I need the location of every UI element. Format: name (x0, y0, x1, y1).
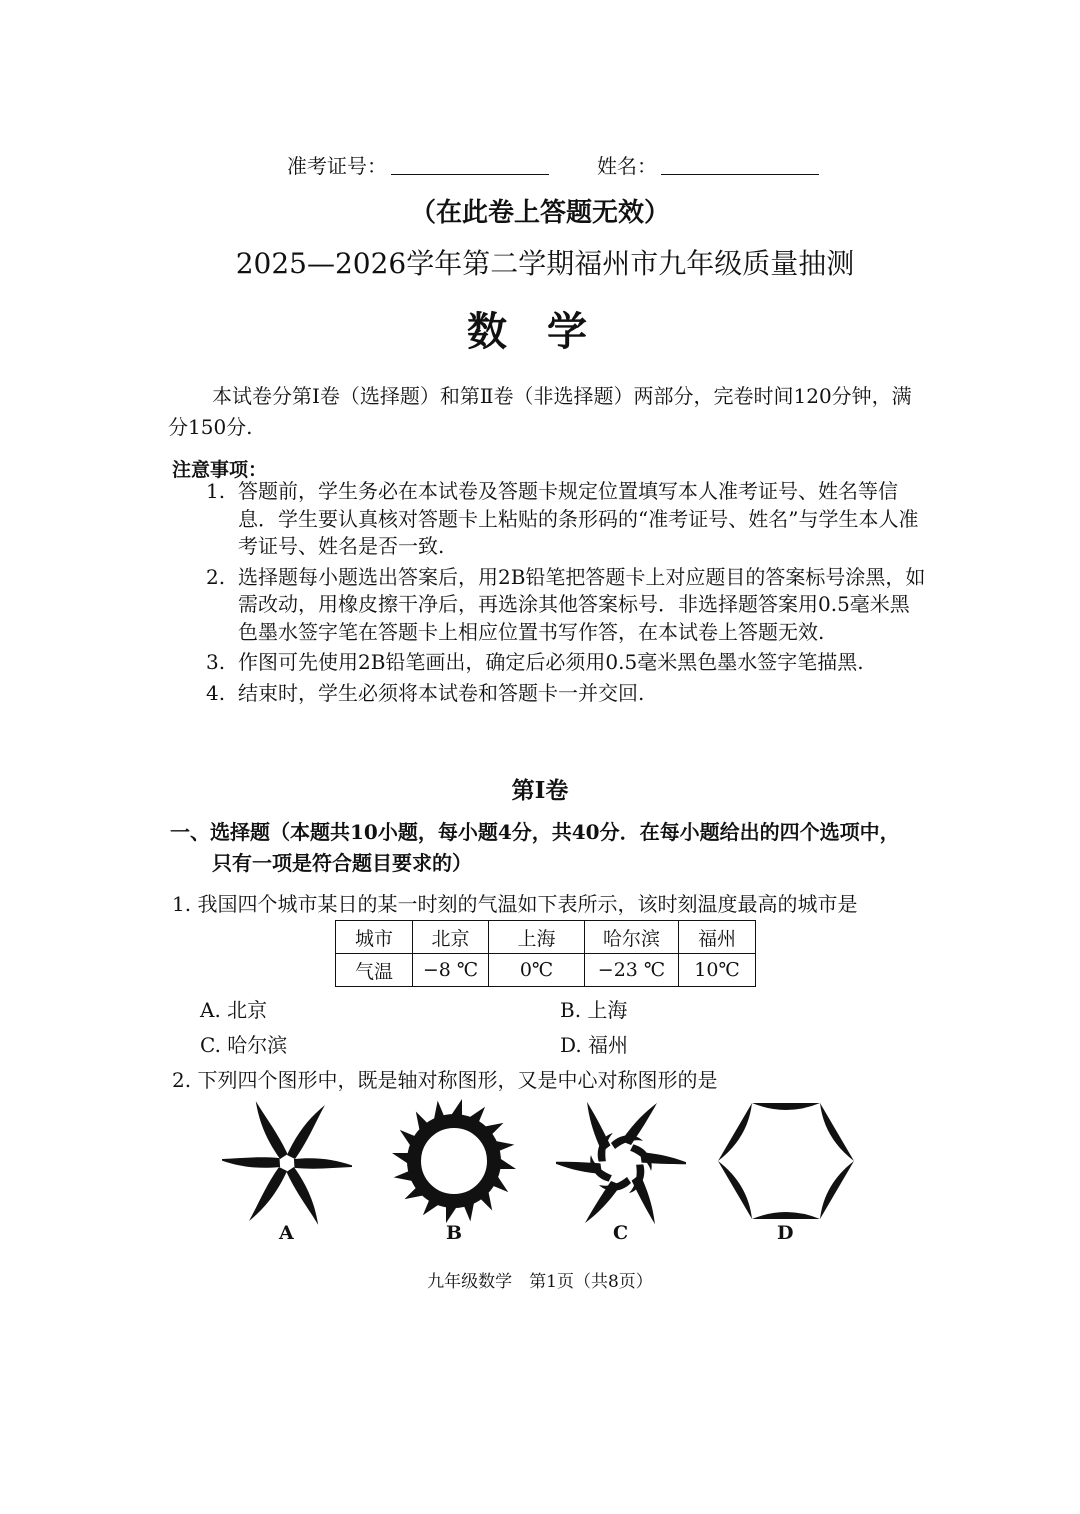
name-field (597, 150, 819, 179)
notes-title: 注意事项： (172, 459, 268, 481)
note-number: 1. (206, 479, 226, 503)
ring (414, 1121, 494, 1201)
table-row (336, 954, 756, 987)
invalid-note: （在此卷上答题无效） (409, 198, 670, 228)
table-cell: 哈尔滨 (585, 921, 679, 954)
tooth (450, 1099, 462, 1117)
name-blank (661, 160, 819, 175)
table-cell: 福州 (679, 921, 756, 954)
table-cell: −23 ℃ (585, 954, 679, 987)
table-cell: 上海 (489, 921, 585, 954)
name-label: 姓名： (597, 154, 657, 178)
table-cell: 10℃ (679, 954, 756, 987)
table-cell: 0℃ (489, 954, 585, 987)
intro-paragraph: 本试卷分第Ⅰ卷（选择题）和第Ⅱ卷（非选择题）两部分，完卷时间120分钟，满分150分. (168, 384, 912, 439)
exam-id-blank (391, 160, 549, 175)
section-heading-line2: 只有一项是符合题目要求的） (212, 851, 472, 875)
figure-a-pinwheel (222, 1098, 352, 1228)
notes-list (206, 478, 926, 707)
option-a[interactable]: A. 北京 (200, 998, 268, 1022)
note-item (206, 680, 926, 708)
note-number: 3. (206, 650, 226, 674)
table-cell: −8 ℃ (413, 954, 489, 987)
exam-title: 2025—2026学年第二学期福州市九年级质量抽测 (235, 247, 855, 280)
note-text: 选择题每小题选出答案后，用2B铅笔把答题卡上对应题目的答案标号涂黑，如需改动，用橡皮擦干净后，再选涂其他答案标号．非选择题答案用0.5毫米黑色墨水签字笔在答题卡上相应位置书写作答，在本试卷上答题无效. (238, 564, 926, 644)
section-heading (170, 817, 900, 879)
note-item (206, 478, 926, 561)
blade (287, 1105, 325, 1159)
note-text: 作图可先使用2B铅笔画出，确定后必须用0.5毫米黑色墨水签字笔描黑. (238, 650, 864, 674)
exam-id-field (287, 150, 549, 179)
part-title: 第Ⅰ卷 (511, 777, 569, 804)
option-b[interactable]: B. 上海 (560, 998, 628, 1022)
hexagon-shape (718, 1103, 854, 1219)
page-footer: 九年级数学 第1页（共8页） (427, 1272, 653, 1292)
table-cell: 北京 (413, 921, 489, 954)
table-cell: 气温 (336, 954, 413, 987)
figure-d-hexagon (716, 1096, 856, 1226)
note-text: 结束时，学生必须将本试卷和答题卡一并交回. (238, 680, 645, 705)
figure-label-a: A (279, 1222, 294, 1244)
figure-b-toothed-ring (389, 1096, 519, 1226)
figure-label-d: D (777, 1222, 794, 1244)
table-cell: 城市 (336, 921, 413, 954)
option-d[interactable]: D. 福州 (560, 1033, 629, 1057)
temperature-table (335, 920, 756, 987)
figure-c-pinwheel-ring (556, 1098, 686, 1228)
subject-title: 数学 (467, 308, 627, 355)
question-1-stem: 1. 我国四个城市某日的某一时刻的气温如下表所示，该时刻温度最高的城市是 (172, 892, 858, 916)
section-heading-line1: 一、选择题（本题共10小题，每小题4分，共40分．在每小题给出的四个选项中， (170, 820, 900, 844)
question-2-stem: 2. 下列四个图形中，既是轴对称图形，又是中心对称图形的是 (172, 1068, 718, 1092)
figure-label-c: C (613, 1222, 629, 1244)
note-item (206, 649, 926, 677)
exam-id-label: 准考证号： (287, 154, 387, 178)
note-number: 4. (206, 680, 226, 705)
option-c[interactable]: C. 哈尔滨 (200, 1033, 288, 1057)
note-text: 答题前，学生务必在本试卷及答题卡规定位置填写本人准考证号、姓名等信息．学生要认真核对答题卡上粘贴的条形码的“准考证号、姓名”与学生本人准考证号、姓名是否一致. (238, 479, 919, 558)
figure-label-b: B (446, 1222, 463, 1244)
note-number: 2. (206, 564, 226, 589)
table-row (336, 921, 756, 954)
blade (611, 1103, 657, 1149)
note-item (206, 564, 926, 647)
